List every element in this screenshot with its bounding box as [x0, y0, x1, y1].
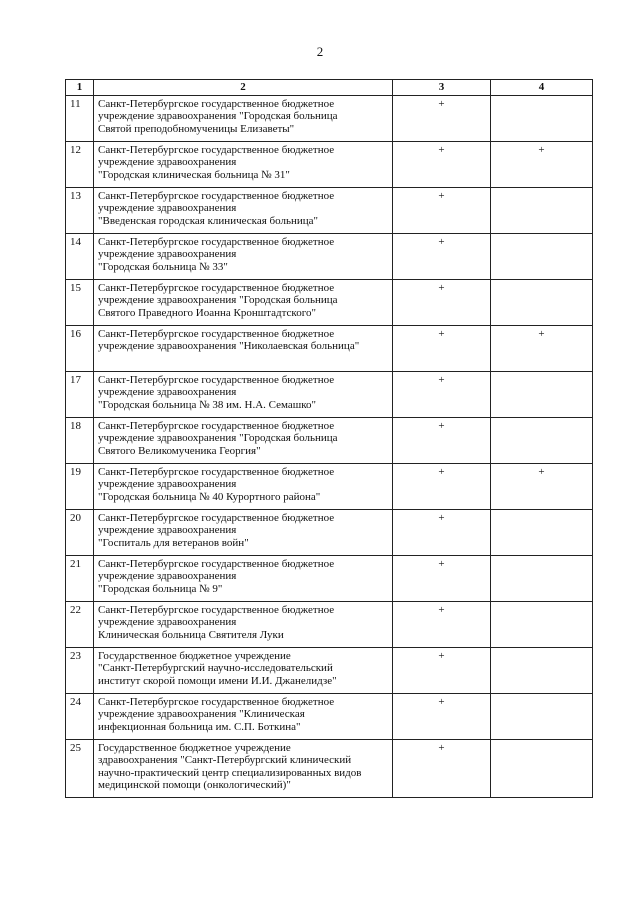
col4-mark	[491, 601, 593, 647]
table-row	[66, 141, 593, 187]
institution-name: Санкт-Петербургское государственное бюджетное учреждение здравоохранения "Городская больница № 9"	[94, 555, 393, 601]
institution-name: Санкт-Петербургское государственное бюджетное учреждение здравоохранения "Городская больница Святой преподобномученицы Елизаветы"	[94, 95, 393, 141]
institutions-table	[65, 79, 593, 798]
table-row	[66, 463, 593, 509]
col3-mark: +	[393, 739, 491, 797]
table-row	[66, 279, 593, 325]
col4-mark	[491, 739, 593, 797]
row-number: 15	[66, 279, 94, 325]
col4-mark	[491, 95, 593, 141]
institution-name: Санкт-Петербургское государственное бюджетное учреждение здравоохранения "Николаевская больница"	[94, 325, 393, 371]
row-number: 24	[66, 693, 94, 739]
col3-mark: +	[393, 509, 491, 555]
col3-mark: +	[393, 417, 491, 463]
row-number: 22	[66, 601, 94, 647]
row-number: 20	[66, 509, 94, 555]
col3-mark: +	[393, 647, 491, 693]
header-col-2: 2	[94, 80, 393, 96]
table-header-row	[66, 80, 593, 96]
col3-mark: +	[393, 233, 491, 279]
institution-name: Санкт-Петербургское государственное бюджетное учреждение здравоохранения "Клиническая инфекционная больница им. С.П. Боткина"	[94, 693, 393, 739]
col3-mark: +	[393, 693, 491, 739]
row-number: 14	[66, 233, 94, 279]
row-number: 12	[66, 141, 94, 187]
header-col-1: 1	[66, 80, 94, 96]
row-number: 23	[66, 647, 94, 693]
table-row	[66, 325, 593, 371]
header-col-3: 3	[393, 80, 491, 96]
col3-mark: +	[393, 141, 491, 187]
table-row	[66, 555, 593, 601]
institution-name: Санкт-Петербургское государственное бюджетное учреждение здравоохранения Клиническая больница Святителя Луки	[94, 601, 393, 647]
row-number: 17	[66, 371, 94, 417]
institution-name: Государственное бюджетное учреждение здравоохранения "Санкт-Петербургский клинический научно-практический центр специализированных видов медицинской помощи (онкологический)"	[94, 739, 393, 797]
table-row	[66, 647, 593, 693]
col4-mark	[491, 417, 593, 463]
col3-mark: +	[393, 371, 491, 417]
col3-mark: +	[393, 279, 491, 325]
institution-name: Санкт-Петербургское государственное бюджетное учреждение здравоохранения "Городская больница № 33"	[94, 233, 393, 279]
row-number: 18	[66, 417, 94, 463]
institution-name: Санкт-Петербургское государственное бюджетное учреждение здравоохранения "Госпиталь для ветеранов войн"	[94, 509, 393, 555]
col4-mark: +	[491, 141, 593, 187]
row-number: 13	[66, 187, 94, 233]
institution-name: Санкт-Петербургское государственное бюджетное учреждение здравоохранения "Городская больница Святого Праведного Иоанна Кронштадтского"	[94, 279, 393, 325]
table-row	[66, 693, 593, 739]
table-row	[66, 187, 593, 233]
table-row	[66, 95, 593, 141]
table-row	[66, 417, 593, 463]
col4-mark	[491, 555, 593, 601]
table-row	[66, 371, 593, 417]
table-row	[66, 601, 593, 647]
row-number: 16	[66, 325, 94, 371]
col3-mark: +	[393, 325, 491, 371]
table-row	[66, 509, 593, 555]
col4-mark	[491, 509, 593, 555]
row-number: 11	[66, 95, 94, 141]
institution-name: Санкт-Петербургское государственное бюджетное учреждение здравоохранения "Введенская городская клиническая больница"	[94, 187, 393, 233]
institution-name: Санкт-Петербургское государственное бюджетное учреждение здравоохранения "Городская больница Святого Великомученика Георгия"	[94, 417, 393, 463]
col4-mark	[491, 233, 593, 279]
col4-mark	[491, 187, 593, 233]
institution-name: Санкт-Петербургское государственное бюджетное учреждение здравоохранения "Городская больница № 38 им. Н.А. Семашко"	[94, 371, 393, 417]
row-number: 25	[66, 739, 94, 797]
col3-mark: +	[393, 187, 491, 233]
header-col-4: 4	[491, 80, 593, 96]
col3-mark: +	[393, 555, 491, 601]
page-number: 2	[316, 44, 324, 59]
col4-mark	[491, 693, 593, 739]
table-row	[66, 233, 593, 279]
col4-mark: +	[491, 463, 593, 509]
col4-mark	[491, 371, 593, 417]
institution-name: Санкт-Петербургское государственное бюджетное учреждение здравоохранения "Городская больница № 40 Курортного района"	[94, 463, 393, 509]
row-number: 19	[66, 463, 94, 509]
table-row	[66, 739, 593, 797]
col3-mark: +	[393, 95, 491, 141]
col3-mark: +	[393, 463, 491, 509]
col4-mark	[491, 647, 593, 693]
col4-mark	[491, 279, 593, 325]
col4-mark: +	[491, 325, 593, 371]
institution-name: Государственное бюджетное учреждение "Санкт-Петербургский научно-исследовательский институт скорой помощи имени И.И. Джанелидзе"	[94, 647, 393, 693]
institution-name: Санкт-Петербургское государственное бюджетное учреждение здравоохранения "Городская клиническая больница № 31"	[94, 141, 393, 187]
row-number: 21	[66, 555, 94, 601]
col3-mark: +	[393, 601, 491, 647]
